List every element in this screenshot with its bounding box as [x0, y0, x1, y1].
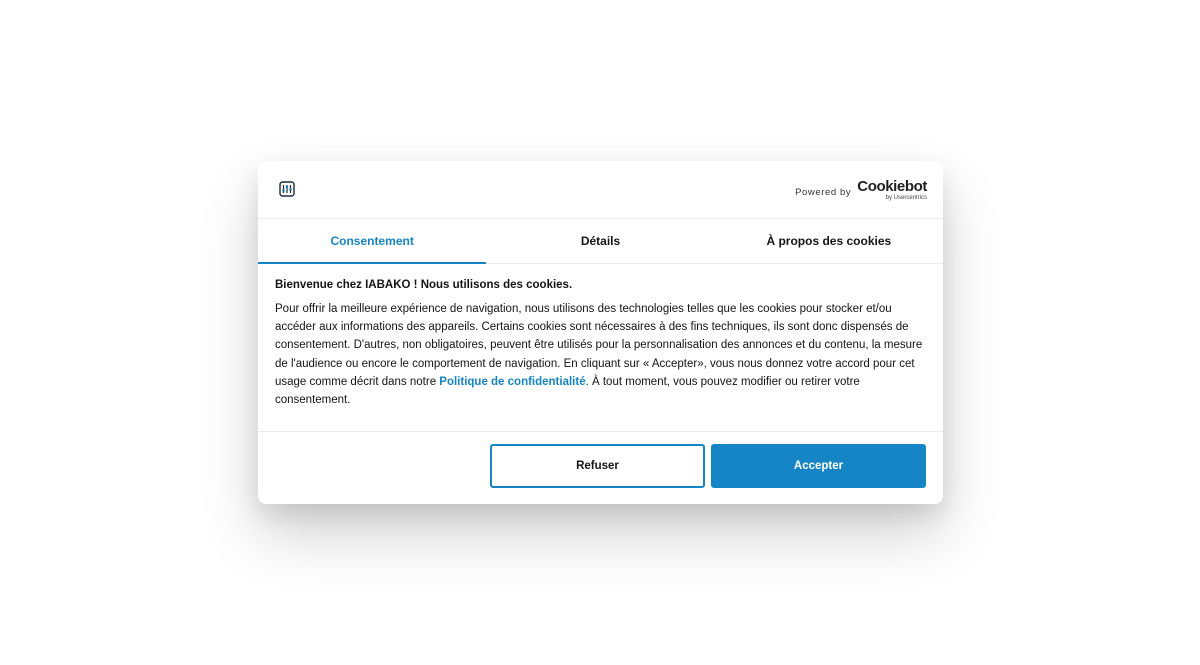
powered-by-cookiebot[interactable] — [795, 178, 927, 202]
tab-consentement[interactable]: Consentement — [258, 219, 486, 263]
consent-body-text: Pour offrir la meilleure expérience de navigation, nous utilisons des technologies telles que les cookies pour stocker et/ou accéder aux informations des appareils. Certains cookies sont nécessaires à des fins techniques, ils sont donc dispensés de consentement. D'autres, non obligatoires, peuvent être utilisés pour la personnalisation des annonces et du contenu, la mesure de l'audience ou encore le comportement de navigation. En cliquant sur « Accepter», vous nous donnez votre accord pour cet usage comme décrit dans notre — [275, 303, 923, 388]
dialog-footer — [258, 431, 943, 504]
refuse-button[interactable]: Refuser — [490, 444, 705, 488]
consent-heading: Bienvenue chez IABAKO ! Nous utilisons des cookies. — [275, 279, 573, 291]
tab-about-cookies[interactable]: À propos des cookies — [766, 234, 892, 248]
cookiebot-subtitle: by Usercentrics — [885, 195, 927, 201]
consent-body-text-end: . À tout moment, vous pouvez modifier ou retirer votre consentement. — [275, 375, 860, 407]
tab-bar — [258, 219, 943, 264]
powered-by-label: Powered by — [795, 186, 852, 198]
consent-body — [275, 300, 930, 409]
sliders-icon — [279, 181, 295, 197]
tab-details[interactable]: Détails — [580, 234, 621, 248]
dialog-header — [258, 161, 943, 219]
cookiebot-wordmark: Cookiebot — [857, 178, 927, 195]
privacy-policy-link[interactable]: Politique de confidentialité — [439, 375, 586, 388]
cookie-consent-dialog — [258, 161, 943, 504]
accept-button[interactable]: Accepter — [711, 444, 926, 488]
cookiebot-logo — [857, 179, 927, 201]
consent-content — [275, 279, 930, 409]
